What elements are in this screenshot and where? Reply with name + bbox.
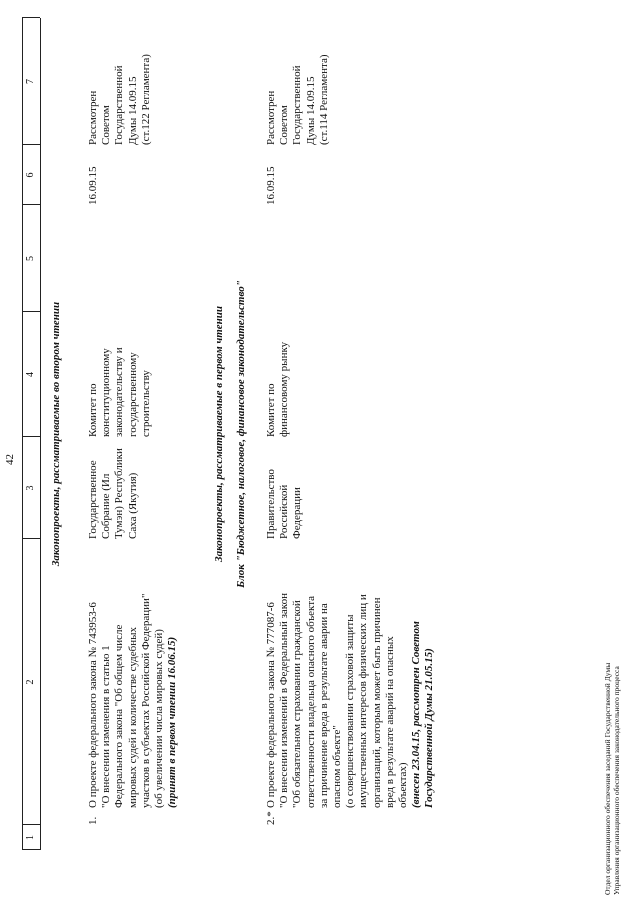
bill-note: (внесен 23.04.15, рассмотрен Советом Государственной Думы 21.05.15): [410, 621, 436, 808]
column-header: 6: [25, 172, 36, 178]
status: Рассмотрен Советом Государственной Думы 14.09.15 (ст.122 Регламента): [87, 54, 152, 145]
bill-description: О проекте федерального закона № 777087-6 "О внесении изменений в Федеральный закон "Об обязательном страховании гражданской ответственности владельца опасного объекта за причинение вреда в результате аварии на опасном объекте" (о совершенствовании страховой защиты имущественных интересов физических лиц и организаций, которым может быть причинен вред в результате аварий на опасных объектах): [265, 593, 410, 808]
column-header: 4: [25, 372, 36, 377]
committee: Комитет по финансовому рынку: [265, 341, 291, 437]
status: Рассмотрен Советом Государственной Думы 14.09.15 (ст.114 Регламента): [265, 54, 330, 145]
bill-description: О проекте федерального закона № 743953-6 "О внесении изменения в статью 1 Федерального закона "Об общем числе мировых судей и количестве судебных участков в субъектах Российской Федерации" (об увеличении числа мировых судей): [87, 593, 166, 808]
bill-note: (принят в первом чтении 16.06.15): [166, 636, 178, 808]
row-number: 1.: [87, 816, 99, 825]
column-header: 7: [25, 79, 36, 84]
review-date: 16.09.15: [87, 166, 99, 205]
section-heading-block: Блок "Бюджетное, налоговое, финансовое законодательство": [235, 280, 247, 588]
column-header: 1: [25, 835, 36, 840]
footer-department: Отдел организационного обеспечения заседаний Государственной Думы Управления организационного обеспечения законодательного процесса: [603, 662, 621, 895]
header-top-line: [22, 18, 23, 850]
column-header: 5: [25, 256, 36, 261]
header-bottom-line: [40, 18, 41, 850]
initiator: Государственное Собрание (Ил Тумэн) Республики Саха (Якутия): [87, 448, 139, 539]
row-number: 2.*: [265, 811, 277, 825]
review-date: 16.09.15: [265, 166, 277, 205]
column-header: 3: [25, 485, 36, 491]
column-header: 2: [25, 679, 36, 685]
section-heading-first-reading: Законопроекты, рассматриваемые в первом чтении: [213, 306, 225, 562]
section-heading-second-reading: Законопроекты, рассматриваемые во втором чтении: [50, 301, 62, 567]
initiator: Правительство Российской Федерации: [265, 469, 304, 539]
page-number: 42: [4, 454, 16, 465]
committee: Комитет по конституционному законодательству и государственному строительству: [87, 347, 152, 437]
